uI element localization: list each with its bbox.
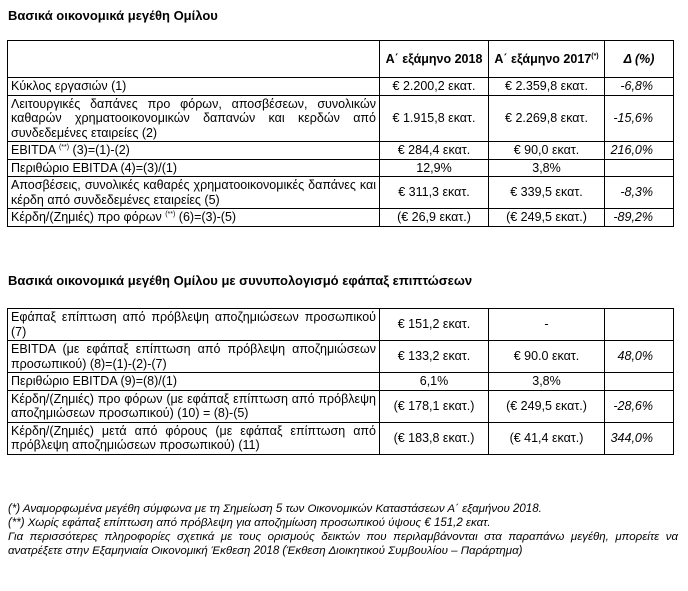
- row-label: EBITDA (με εφάπαξ επίπτωση από πρόβλεψη αποζημιώσεων προσωπικού) (8)=(1)-(2)-(7): [8, 341, 380, 373]
- row-value-2018: € 1.915,8 εκατ.: [380, 95, 489, 142]
- header-delta-pct: Δ (%): [605, 41, 674, 78]
- row-value-2018: € 2.200,2 εκατ.: [380, 78, 489, 96]
- table-row: [8, 309, 674, 341]
- row-value-2018: € 151,2 εκατ.: [380, 309, 489, 341]
- row-delta: -8,3%: [605, 177, 674, 209]
- table-row: [8, 78, 674, 96]
- row-delta: 48,0%: [605, 341, 674, 373]
- footnote-marker: (**): [58, 143, 70, 151]
- row-label: Εφάπαξ επίπτωση από πρόβλεψη αποζημιώσεων προσωπικού (7): [8, 309, 380, 341]
- row-value-2017: (€ 249,5 εκατ.): [489, 209, 605, 227]
- table-main-figures: [7, 40, 674, 227]
- table-row: [8, 373, 674, 391]
- table-one-off-figures: [7, 308, 674, 455]
- row-value-2018: 12,9%: [380, 159, 489, 177]
- table-row: [8, 95, 674, 142]
- row-value-2018: (€ 26,9 εκατ.): [380, 209, 489, 227]
- row-delta: -28,6%: [605, 390, 674, 422]
- row-label: EBITDA (**) (3)=(1)-(2): [8, 142, 380, 160]
- row-value-2018: 6,1%: [380, 373, 489, 391]
- table-row: [8, 390, 674, 422]
- row-value-2018: € 133,2 εκατ.: [380, 341, 489, 373]
- row-label: Κέρδη/(Ζημιές) προ φόρων (με εφάπαξ επίπτωση από πρόβλεψη αποζημιώσεων προσωπικού) (10) = (8)-(5): [8, 390, 380, 422]
- row-value-2017: -: [489, 309, 605, 341]
- footnotes: [8, 502, 678, 558]
- footnote-2: (**) Χωρίς εφάπαξ επίπτωση από πρόβλεψη για αποζημίωση προσωπικού ύψους € 151,2 εκατ.: [8, 517, 491, 529]
- row-delta: [605, 159, 674, 177]
- row-label: Κέρδη/(Ζημιές) προ φόρων (**) (6)=(3)-(5): [8, 209, 380, 227]
- row-value-2017: (€ 249,5 εκατ.): [489, 390, 605, 422]
- row-label: Περιθώριο EBITDA (9)=(8)/(1): [8, 373, 380, 391]
- section1-title: Βασικά οικονομικά μεγέθη Ομίλου: [8, 8, 218, 23]
- table-header-row: [8, 41, 674, 78]
- table-row: [8, 422, 674, 454]
- section2-title: Βασικά οικονομικά μεγέθη Ομίλου με συνυπολογισμό εφάπαξ επιπτώσεων: [8, 273, 473, 288]
- table-row: [8, 142, 674, 160]
- row-label: Κέρδη/(Ζημιές) μετά από φόρους (με εφάπαξ επίπτωση από πρόβλεψη αποζημιώσεων προσωπικού) (11): [8, 422, 380, 454]
- row-value-2018: € 311,3 εκατ.: [380, 177, 489, 209]
- table-row: [8, 159, 674, 177]
- table-row: [8, 209, 674, 227]
- row-delta: 344,0%: [605, 422, 674, 454]
- row-value-2017: € 2.359,8 εκατ.: [489, 78, 605, 96]
- row-label: Περιθώριο EBITDA (4)=(3)/(1): [8, 159, 380, 177]
- footnote-3: Για περισσότερες πληροφορίες σχετικά με τους ορισμούς δεικτών που περιλαμβάνονται στα παραπάνω μεγέθη, μπορείτε να ανατρέξετε στην Εξαμηνιαία Οικονομική Έκθεση 2018 (Έκθεση Διοικητικού Συμβουλίου – Παράρτημα): [8, 531, 678, 557]
- footnote-marker: (*): [591, 52, 599, 60]
- row-delta: -6,8%: [605, 78, 674, 96]
- footnote-marker: (**): [165, 210, 176, 218]
- row-value-2017: € 90,0 εκατ.: [489, 142, 605, 160]
- header-h1-2018: Α΄ εξάμηνο 2018: [380, 41, 489, 78]
- header-empty: [8, 41, 380, 78]
- row-label: Λειτουργικές δαπάνες προ φόρων, αποσβέσεων, συνολικών καθαρών χρηματοοικονομικών δαπανών και κερδών από συνδεδεμένες εταιρείες (2): [8, 95, 380, 142]
- row-value-2017: (€ 41,4 εκατ.): [489, 422, 605, 454]
- row-value-2017: € 2.269,8 εκατ.: [489, 95, 605, 142]
- row-delta: 216,0%: [605, 142, 674, 160]
- row-label: Κύκλος εργασιών (1): [8, 78, 380, 96]
- table-row: [8, 177, 674, 209]
- row-value-2018: € 284,4 εκατ.: [380, 142, 489, 160]
- row-delta: [605, 373, 674, 391]
- row-delta: -15,6%: [605, 95, 674, 142]
- table-row: [8, 341, 674, 373]
- row-value-2018: (€ 183,8 εκατ.): [380, 422, 489, 454]
- row-value-2017: € 339,5 εκατ.: [489, 177, 605, 209]
- row-value-2017: € 90.0 εκατ.: [489, 341, 605, 373]
- header-h1-2017: Α΄ εξάμηνο 2017(*): [489, 41, 605, 78]
- row-delta: -89,2%: [605, 209, 674, 227]
- row-value-2018: (€ 178,1 εκατ.): [380, 390, 489, 422]
- row-value-2017: 3,8%: [489, 373, 605, 391]
- row-delta: [605, 309, 674, 341]
- row-value-2017: 3,8%: [489, 159, 605, 177]
- footnote-1: (*) Αναμορφωμένα μεγέθη σύμφωνα με τη Σημείωση 5 των Οικονομικών Καταστάσεων Α΄ εξαμήνου 2018.: [8, 503, 542, 515]
- row-label: Αποσβέσεις, συνολικές καθαρές χρηματοοικονομικές δαπάνες και κέρδη από συνδεδεμένες εταιρείες (5): [8, 177, 380, 209]
